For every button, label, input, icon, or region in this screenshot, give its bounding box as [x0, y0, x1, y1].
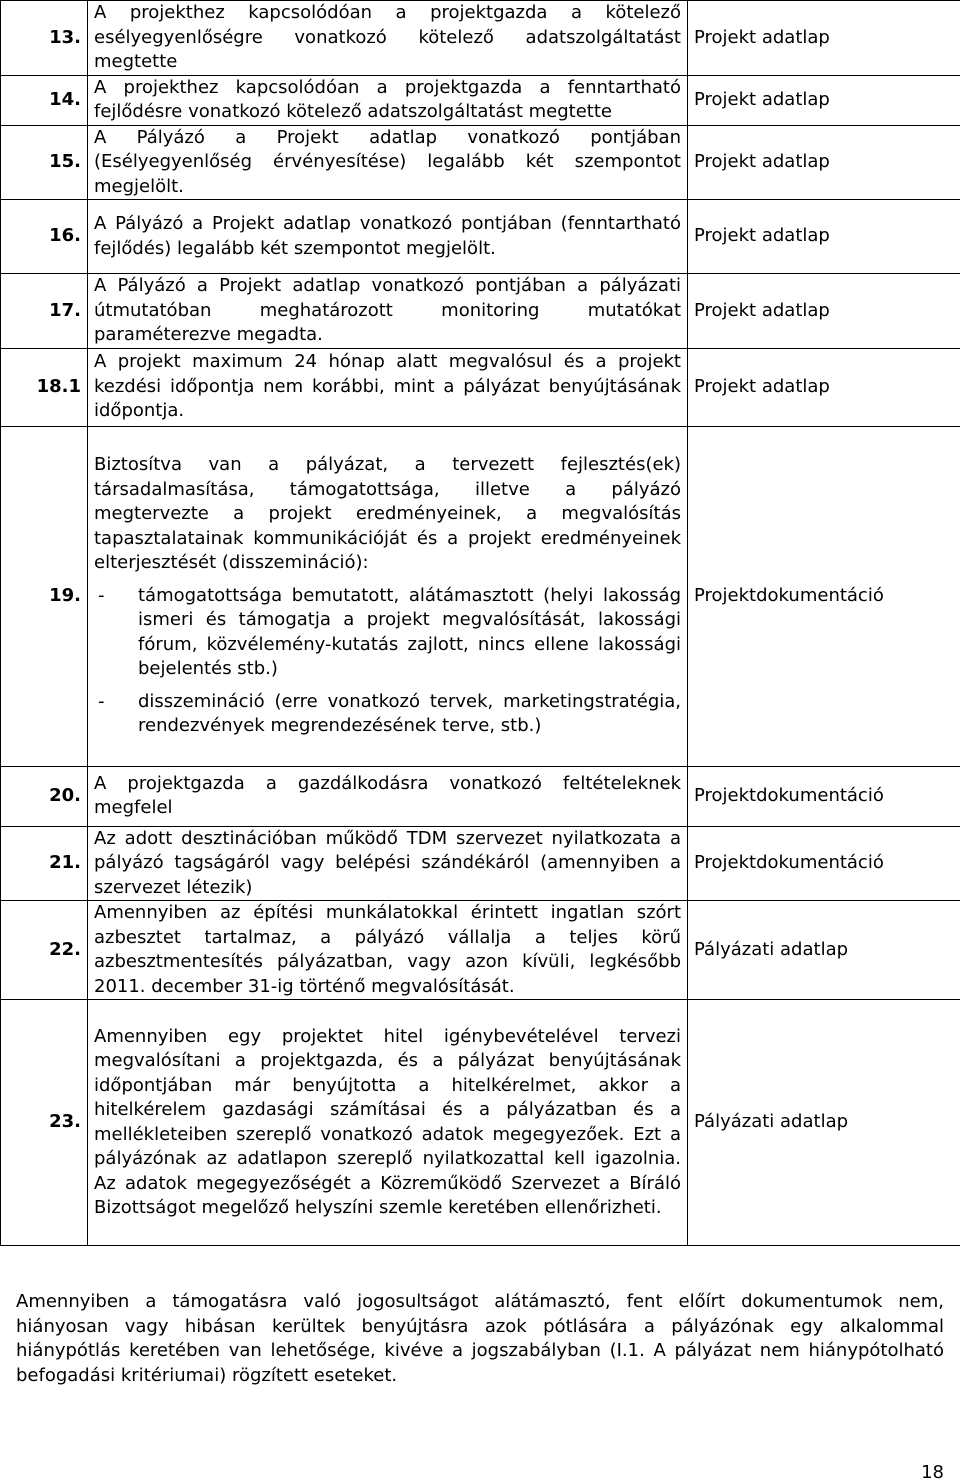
row-source: Pályázati adatlap [688, 901, 960, 1000]
table-row [1, 75, 960, 125]
table-row [1, 826, 960, 901]
row-source: Projekt adatlap [688, 125, 960, 200]
row-source: Projektdokumentáció [688, 766, 960, 826]
row-number: 21. [1, 826, 88, 901]
row-number: 13. [1, 1, 88, 76]
bullet-dash-icon: - [98, 584, 105, 606]
row-source: Projekt adatlap [688, 348, 960, 426]
row-description-text: Az adott desztinációban működő TDM szervezet nyilatkozata a pályázó tagságáról vagy belépési szándékáról (amennyiben a szervezet létezik) [94, 827, 681, 898]
row-source: Projekt adatlap [688, 274, 960, 349]
row-description-text: A Pályázó a Projekt adatlap vonatkozó pontjában (fenntartható fejlődés) legalább két szempontot megjelölt. [94, 213, 681, 259]
row-description-text: A projekthez kapcsolódóan a projektgazda a fenntartható fejlődésre vonatkozó kötelező adatszolgáltatást megtette [94, 76, 681, 122]
table-row [1, 125, 960, 200]
row-description [88, 1, 688, 76]
row-description [88, 348, 688, 426]
bullet-item [94, 584, 681, 682]
bullet-item [94, 690, 681, 739]
row-description [88, 901, 688, 1000]
criteria-table-body [1, 1, 960, 1246]
row-number: 17. [1, 274, 88, 349]
row-number: 15. [1, 125, 88, 200]
row-description [88, 274, 688, 349]
bullet-dash-icon: - [98, 690, 105, 712]
row-source: Projekt adatlap [688, 1, 960, 76]
row-number: 16. [1, 200, 88, 274]
row-description [88, 200, 688, 274]
table-row [1, 1, 960, 76]
row-description [88, 75, 688, 125]
row-description [88, 125, 688, 200]
row-source: Projekt adatlap [688, 75, 960, 125]
row-number: 23. [1, 1000, 88, 1246]
row-number: 20. [1, 766, 88, 826]
row-description-text: Amennyiben az építési munkálatokkal érintett ingatlan szórt azbesztet tartalmaz, a pályázó vállalja a teljes körű azbesztmentesítés pályázatban, vagy azon kívüli, legkésőbb 2011. december 31-ig történő megvalósítását. [94, 902, 681, 997]
row-description [88, 826, 688, 901]
table-row [1, 426, 960, 766]
row-source: Projektdokumentáció [688, 826, 960, 901]
row-source: Projekt adatlap [688, 200, 960, 274]
row-description-text: A Pályázó a Projekt adatlap vonatkozó pontjában (Esélyegyenlőség érvényesítése) legalább két szempontot megjelölt. [94, 126, 681, 197]
row-source: Pályázati adatlap [688, 1000, 960, 1246]
table-row [1, 348, 960, 426]
table-row [1, 766, 960, 826]
row-number: 22. [1, 901, 88, 1000]
row-description-text: Biztosítva van a pályázat, a tervezett fejlesztés(ek) társadalmasítása, támogatottsága, illetve a pályázó megtervezte a projekt eredményeinek, a megvalósítás tapasztalatainak kommunikációját és a projekt eredményeinek elterjesztését (disszemináció): [94, 454, 681, 574]
row-source: Projektdokumentáció [688, 426, 960, 766]
row-description-text: A projektgazda a gazdálkodásra vonatkozó feltételeknek megfelel [94, 772, 681, 818]
bullet-text: támogatottsága bemutatott, alátámasztott (helyi lakosság ismeri és támogatja a projekt megvalósítását, lakossági fórum, közvélemény-kutatás zajlott, nincs ellene lakossági bejelentés stb.) [138, 584, 681, 680]
row-description-text: Amennyiben egy projektet hitel igénybevételével tervezi megvalósítani a projektgazda, és a pályázat benyújtásának időpontjában már benyújtotta a hitelkérelmet, akkor a hitelkérelem gazdasági számításai és a pályázatban és a mellékleteiben szereplő vonatkozó adatok megegyezőek. Ezt a pályázónak az adatlapon szereplő nyilatkozattal kell igazolnia. Az adatok megegyezőségét a Közreműködő Szervezet a Bíráló Bizottságot megelőző helyszíni szemle keretében ellenőrizheti. [94, 1025, 681, 1218]
row-description [88, 766, 688, 826]
table-row [1, 1000, 960, 1246]
row-number: 18.1 [1, 348, 88, 426]
table-row [1, 901, 960, 1000]
row-description-text: A projekthez kapcsolódóan a projektgazda a kötelező esélyegyenlőségre vonatkozó kötelező adatszolgáltatást megtette [94, 2, 681, 72]
row-description-text: A projekt maximum 24 hónap alatt megvalósul és a projekt kezdési időpontja nem korábbi, mint a pályázat benyújtásának időpontja. [94, 351, 681, 422]
table-row [1, 274, 960, 349]
row-number: 14. [1, 75, 88, 125]
table-row [1, 200, 960, 274]
row-number: 19. [1, 426, 88, 766]
row-description [88, 426, 688, 766]
page-number: 18 [921, 1462, 944, 1483]
deficiency-note: Amennyiben a támogatásra való jogosultságot alátámasztó, fent előírt dokumentumok nem, hiányosan vagy hibásan kerültek benyújtásra azok pótlására a pályázónak egy alkalommal hiánypótlás keretében van lehetősége, kivéve a jogszabályban (I.1. A pályázat nem hiánypótolható befogadási kritériumai) rögzített eseteket. [16, 1291, 944, 1386]
bullet-text: disszemináció (erre vonatkozó tervek, marketingstratégia, rendezvények megrendezésének terve, stb.) [138, 690, 681, 737]
row-description [88, 1000, 688, 1246]
row-description-text: A Pályázó a Projekt adatlap vonatkozó pontjában a pályázati útmutatóban meghatározott monitoring mutatókat paraméterezve megadta. [94, 275, 681, 345]
